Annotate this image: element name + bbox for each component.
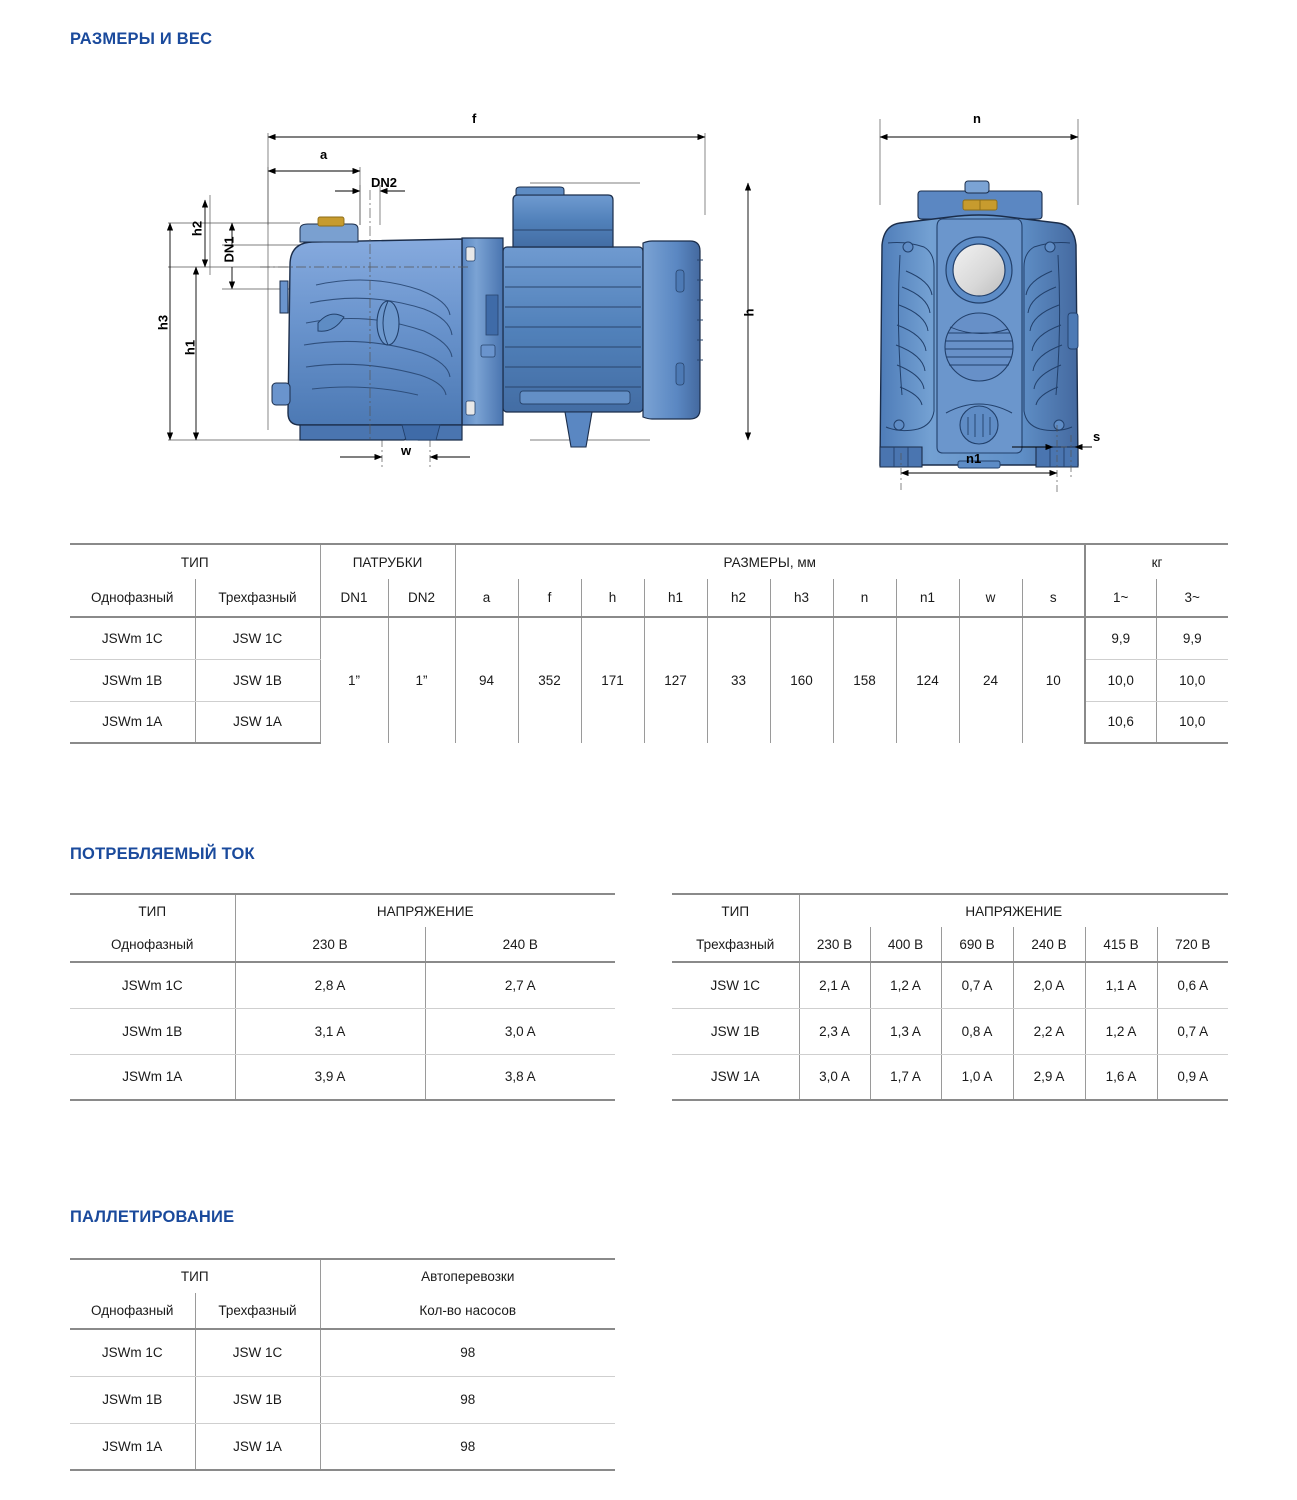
current-unit: A <box>840 1023 850 1039</box>
pump-drawing-svg <box>0 95 1297 495</box>
cell-current <box>425 962 615 1008</box>
col-kg1: 1~ <box>1085 579 1156 617</box>
cell-current <box>1085 1008 1157 1054</box>
current-unit: A <box>336 977 346 993</box>
table-header-group-row <box>70 894 615 927</box>
cell-model: JSW 1B <box>672 1008 799 1054</box>
cell-current <box>425 1008 615 1054</box>
table-row <box>672 1008 1228 1054</box>
current-value: 3,0 <box>504 1023 524 1039</box>
cell-current <box>1157 962 1228 1008</box>
cell-current <box>1085 962 1157 1008</box>
col-n: n <box>833 579 896 617</box>
cell-single: JSWm 1A <box>70 1423 195 1470</box>
cell-current <box>235 1008 425 1054</box>
col-three: Трехфазный <box>195 1293 320 1329</box>
col-voltage-720: 720 В <box>1157 927 1228 962</box>
current-value: 2,7 <box>504 977 524 993</box>
cell-single: JSWm 1A <box>70 701 195 743</box>
cell-current <box>1013 1008 1085 1054</box>
cell-kg1: 10,6 <box>1085 701 1156 743</box>
col-h2: h2 <box>707 579 770 617</box>
col-dn1: DN1 <box>320 579 388 617</box>
cell-count: 98 <box>320 1329 615 1376</box>
current-unit: A <box>1199 1023 1209 1039</box>
dim-label-h3: h3 <box>155 314 171 331</box>
current-value: 1,3 <box>890 1023 909 1039</box>
col-s: s <box>1022 579 1085 617</box>
current-unit: A <box>526 1069 536 1085</box>
cell-three: JSW 1C <box>195 617 320 659</box>
dim-label-a: a <box>320 147 328 162</box>
current-unit: A <box>526 1023 536 1039</box>
section-heading-palletizing: ПАЛЛЕТИРОВАНИЕ <box>70 1208 235 1226</box>
header-type: ТИП <box>70 1259 320 1293</box>
col-kg3: 3~ <box>1156 579 1228 617</box>
col-a: a <box>455 579 518 617</box>
current-unit: A <box>526 977 536 993</box>
dim-label-s: s <box>1093 429 1101 444</box>
current-unit: A <box>1055 977 1065 993</box>
col-single: Однофазный <box>70 579 195 617</box>
cell-current <box>235 962 425 1008</box>
cell-current <box>235 1054 425 1100</box>
dim-label-dn1: DN1 <box>221 236 237 263</box>
col-voltage-230: 230 В <box>235 927 425 962</box>
cell-model: JSW 1C <box>672 962 799 1008</box>
table-row <box>70 1054 615 1100</box>
col-voltage-240: 240 В <box>425 927 615 962</box>
current-unit: A <box>1199 977 1209 993</box>
cell-current <box>1085 1054 1157 1100</box>
cell-current <box>870 962 941 1008</box>
cell-a: 94 <box>455 617 518 743</box>
current-value: 0,9 <box>1177 1069 1197 1085</box>
col-single: Однофазный <box>70 1293 195 1329</box>
cell-count: 98 <box>320 1376 615 1423</box>
current-value: 2,1 <box>819 977 838 993</box>
cell-s: 10 <box>1022 617 1085 743</box>
header-voltage: НАПРЯЖЕНИЕ <box>235 894 615 927</box>
current-value: 3,8 <box>504 1069 524 1085</box>
cell-three: JSW 1B <box>195 659 320 701</box>
table-row <box>672 962 1228 1008</box>
current-unit: A <box>911 1069 921 1085</box>
col-dn2: DN2 <box>388 579 455 617</box>
cell-current <box>425 1054 615 1100</box>
col-voltage-240: 240 В <box>1013 927 1085 962</box>
current-single-phase-table <box>70 893 615 1101</box>
current-unit: A <box>911 1023 921 1039</box>
dim-label-f: f <box>472 111 477 126</box>
table-row <box>70 1376 615 1423</box>
cell-model: JSWm 1B <box>70 1008 235 1054</box>
table-row <box>70 1008 615 1054</box>
header-type: ТИП <box>70 894 235 927</box>
current-value: 1,6 <box>1105 1069 1125 1085</box>
col-voltage-230: 230 В <box>799 927 870 962</box>
cell-current <box>870 1008 941 1054</box>
current-three-phase-table <box>672 893 1228 1101</box>
current-unit: A <box>1199 1069 1209 1085</box>
current-value: 2,0 <box>1033 977 1053 993</box>
col-voltage-415: 415 В <box>1085 927 1157 962</box>
cell-h: 171 <box>581 617 644 743</box>
col-h3: h3 <box>770 579 833 617</box>
col-voltage-690: 690 В <box>941 927 1013 962</box>
table-subheader-row <box>70 927 615 962</box>
current-value: 1,0 <box>961 1069 981 1085</box>
cell-single: JSWm 1B <box>70 659 195 701</box>
table-row <box>70 617 1228 659</box>
cell-model: JSWm 1C <box>70 962 235 1008</box>
table-row <box>672 1054 1228 1100</box>
dim-label-h1: h1 <box>182 339 198 356</box>
col-h1: h1 <box>644 579 707 617</box>
dimensions-table <box>70 543 1228 744</box>
cell-current <box>941 1008 1013 1054</box>
table-header-group-row <box>672 894 1228 927</box>
current-value: 0,6 <box>1177 977 1197 993</box>
current-unit: A <box>983 1023 993 1039</box>
current-value: 3,9 <box>314 1069 334 1085</box>
current-value: 2,3 <box>819 1023 838 1039</box>
header-type-sub: Однофазный <box>70 927 235 962</box>
cell-model: JSW 1A <box>672 1054 799 1100</box>
cell-h3: 160 <box>770 617 833 743</box>
header-sizes: РАЗМЕРЫ, мм <box>455 544 1085 579</box>
cell-current <box>1157 1008 1228 1054</box>
col-f: f <box>518 579 581 617</box>
header-weight: кг <box>1085 544 1228 579</box>
current-value: 1,2 <box>1105 1023 1125 1039</box>
current-value: 1,1 <box>1105 977 1125 993</box>
technical-drawing <box>0 95 1297 495</box>
current-unit: A <box>1127 977 1137 993</box>
cell-three: JSW 1A <box>195 701 320 743</box>
col-voltage-400: 400 В <box>870 927 941 962</box>
cell-single: JSWm 1C <box>70 1329 195 1376</box>
current-unit: A <box>1055 1023 1065 1039</box>
dim-label-dn2: DN2 <box>371 175 398 190</box>
cell-dn2: 1” <box>388 617 455 743</box>
dim-label-h: h <box>741 308 757 317</box>
table-row <box>70 1423 615 1470</box>
cell-current <box>799 1054 870 1100</box>
cell-kg3: 10,0 <box>1156 659 1228 701</box>
col-w: w <box>959 579 1022 617</box>
table-header-group-row <box>70 1259 615 1293</box>
cell-kg1: 10,0 <box>1085 659 1156 701</box>
header-ports: ПАТРУБКИ <box>320 544 455 579</box>
section-heading-dimensions: РАЗМЕРЫ И ВЕС <box>70 30 213 48</box>
dim-label-n: n <box>973 111 981 126</box>
cell-current <box>1157 1054 1228 1100</box>
current-value: 2,9 <box>1033 1069 1053 1085</box>
cell-current <box>799 962 870 1008</box>
current-value: 0,8 <box>961 1023 981 1039</box>
col-three: Трехфазный <box>195 579 320 617</box>
table-row <box>70 1329 615 1376</box>
palletizing-table <box>70 1258 615 1471</box>
current-unit: A <box>983 977 993 993</box>
cell-n: 158 <box>833 617 896 743</box>
cell-dn1: 1” <box>320 617 388 743</box>
header-voltage: НАПРЯЖЕНИЕ <box>799 894 1228 927</box>
cell-model: JSWm 1A <box>70 1054 235 1100</box>
cell-h2: 33 <box>707 617 770 743</box>
cell-current <box>941 962 1013 1008</box>
table-row <box>70 962 615 1008</box>
cell-f: 352 <box>518 617 581 743</box>
col-h: h <box>581 579 644 617</box>
cell-current <box>941 1054 1013 1100</box>
current-unit: A <box>1127 1023 1137 1039</box>
header-type-sub: Трехфазный <box>672 927 799 962</box>
cell-n1: 124 <box>896 617 959 743</box>
current-unit: A <box>1127 1069 1137 1085</box>
cell-count: 98 <box>320 1423 615 1470</box>
dim-label-w: w <box>401 443 412 458</box>
current-value: 0,7 <box>1177 1023 1197 1039</box>
current-value: 3,0 <box>819 1069 838 1085</box>
cell-three: JSW 1A <box>195 1423 320 1470</box>
table-header-group-row <box>70 544 1228 579</box>
col-n1: n1 <box>896 579 959 617</box>
cell-current <box>799 1008 870 1054</box>
current-unit: A <box>1055 1069 1065 1085</box>
current-value: 2,8 <box>314 977 334 993</box>
cell-three: JSW 1B <box>195 1376 320 1423</box>
cell-current <box>1013 962 1085 1008</box>
section-heading-current: ПОТРЕБЛЯЕМЫЙ ТОК <box>70 845 255 863</box>
current-unit: A <box>911 977 921 993</box>
current-value: 0,7 <box>961 977 981 993</box>
current-unit: A <box>336 1069 346 1085</box>
cell-current <box>870 1054 941 1100</box>
cell-w: 24 <box>959 617 1022 743</box>
table-subheader-row <box>672 927 1228 962</box>
cell-kg1: 9,9 <box>1085 617 1156 659</box>
header-type: ТИП <box>672 894 799 927</box>
current-unit: A <box>336 1023 346 1039</box>
current-value: 2,2 <box>1033 1023 1053 1039</box>
current-value: 1,7 <box>890 1069 909 1085</box>
header-type: ТИП <box>70 544 320 579</box>
col-count: Кол-во насосов <box>320 1293 615 1329</box>
current-value: 1,2 <box>890 977 909 993</box>
cell-single: JSWm 1C <box>70 617 195 659</box>
current-unit: A <box>983 1069 993 1085</box>
cell-single: JSWm 1B <box>70 1376 195 1423</box>
current-value: 3,1 <box>314 1023 334 1039</box>
cell-kg3: 10,0 <box>1156 701 1228 743</box>
current-unit: A <box>840 977 850 993</box>
current-unit: A <box>840 1069 850 1085</box>
dim-label-n1: n1 <box>966 451 982 466</box>
header-transport: Автоперевозки <box>320 1259 615 1293</box>
cell-current <box>1013 1054 1085 1100</box>
cell-h1: 127 <box>644 617 707 743</box>
table-subheader-row <box>70 579 1228 617</box>
dim-label-h2: h2 <box>189 220 205 237</box>
cell-kg3: 9,9 <box>1156 617 1228 659</box>
cell-three: JSW 1C <box>195 1329 320 1376</box>
table-subheader-row <box>70 1293 615 1329</box>
